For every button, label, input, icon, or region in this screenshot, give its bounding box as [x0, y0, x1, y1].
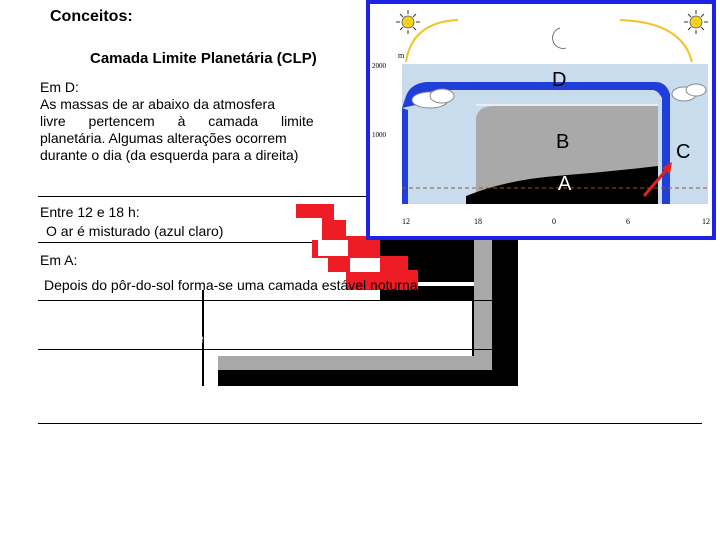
x-tick-0: 0: [552, 217, 556, 226]
y-tick-2000: 2000: [372, 62, 386, 70]
section-d-heading: Em D:: [40, 79, 79, 95]
divider-5: [38, 423, 702, 424]
section-a-heading: Em A:: [40, 252, 78, 268]
section-b-heading: Entre 12 e 18 h:: [40, 204, 140, 220]
page-subtitle: Camada Limite Planetária (CLP): [90, 50, 317, 67]
page-title: Conceitos:: [50, 8, 133, 25]
partial-text-1: nec: [188, 330, 211, 346]
region-label-b: B: [556, 131, 570, 153]
section-d-line-1: As massas de ar abaixo da atmosfera: [40, 96, 276, 112]
x-tick-12-left: 12: [402, 217, 410, 226]
divider-3: [38, 300, 500, 301]
region-label-d: D: [552, 69, 567, 91]
clp-diagram: [366, 0, 716, 240]
region-label-a: A: [558, 173, 572, 195]
x-tick-6: 6: [626, 217, 630, 226]
partial-text-2: o:: [188, 357, 200, 373]
section-d-line-2: livre pertencem à camada limite: [40, 113, 314, 129]
section-a-text: Depois do pôr-do-sol forma-se uma camada estável noturna: [44, 277, 418, 293]
y-tick-1000: 1000: [372, 131, 386, 139]
section-d-line-3: planetária. Algumas alterações ocorrem: [40, 130, 287, 146]
section-b-text: O ar é misturado (azul claro): [46, 223, 224, 239]
divider-4: [38, 349, 500, 350]
clp-diagram-svg: [366, 0, 716, 240]
x-tick-12-right: 12: [702, 217, 710, 226]
section-d-line-4: durante o dia (da esquerda para a direita): [40, 147, 299, 163]
y-unit-label: m: [398, 51, 405, 60]
region-label-c: C: [676, 141, 691, 163]
x-tick-18: 18: [474, 217, 482, 226]
